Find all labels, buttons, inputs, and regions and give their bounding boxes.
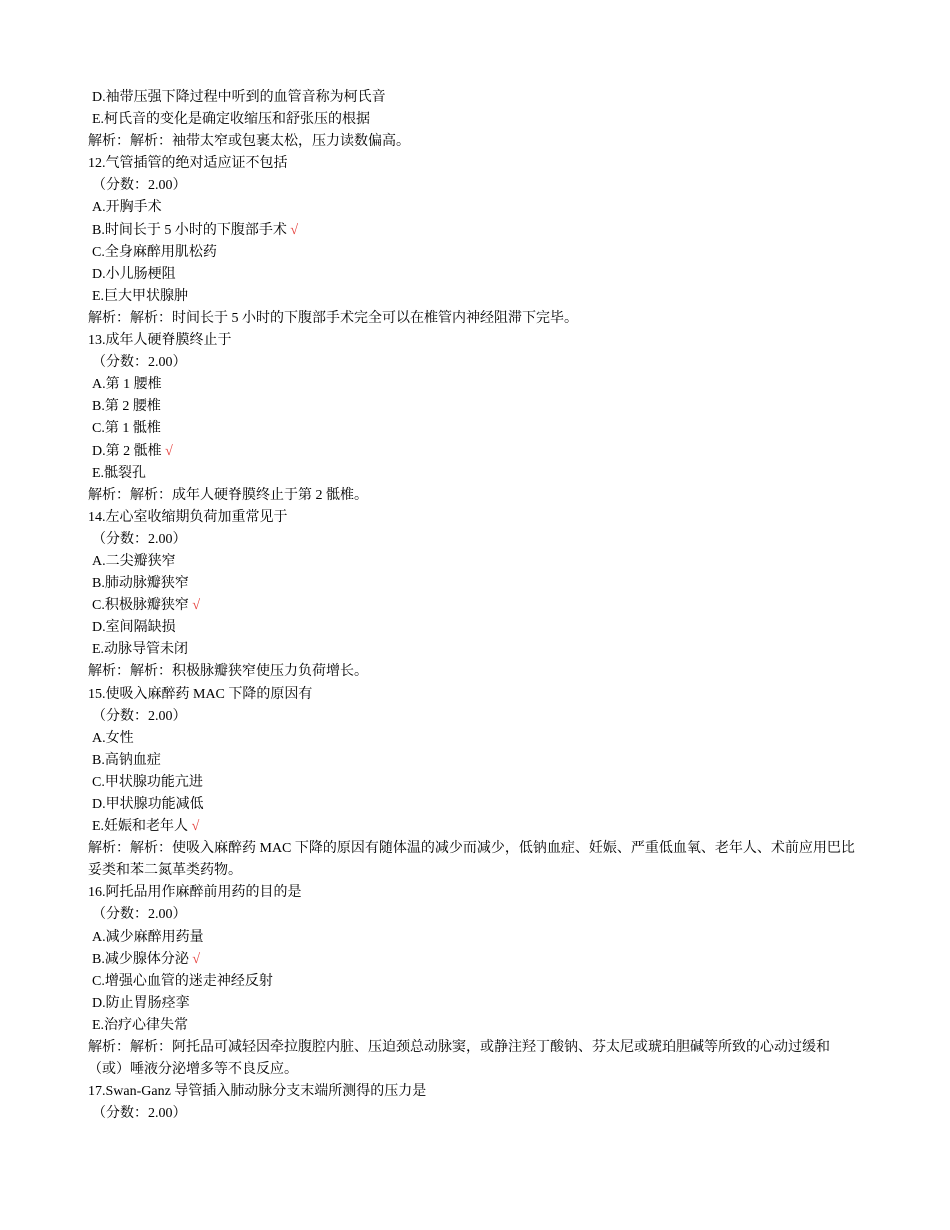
line-text: A.二尖瓣狭窄 bbox=[92, 553, 176, 569]
score-label bbox=[88, 1103, 868, 1125]
line-text: 解析：解析：袖带太窄或包裹太松，压力读数偏高。 bbox=[88, 134, 410, 150]
answer-option bbox=[88, 971, 868, 993]
score-label bbox=[88, 706, 868, 728]
line-text: 妥类和苯二氮革类药物。 bbox=[88, 863, 242, 879]
answer-analysis bbox=[88, 860, 868, 882]
line-text: C.第 1 骶椎 bbox=[92, 421, 161, 437]
answer-option bbox=[88, 750, 868, 772]
line-text: （分数：2.00） bbox=[92, 907, 187, 923]
line-text: （分数：2.00） bbox=[92, 355, 187, 371]
answer-option bbox=[88, 197, 868, 219]
line-text: B.减少腺体分泌 bbox=[92, 951, 189, 967]
line-text: （分数：2.00） bbox=[92, 1106, 187, 1122]
answer-option bbox=[88, 463, 868, 485]
document-body bbox=[88, 87, 868, 1125]
answer-analysis bbox=[88, 1037, 868, 1059]
line-text: （或）唾液分泌增多等不良反应。 bbox=[88, 1062, 298, 1078]
answer-option bbox=[88, 993, 868, 1015]
answer-analysis bbox=[88, 131, 868, 153]
line-text: C.增强心血管的迷走神经反射 bbox=[92, 973, 273, 989]
answer-analysis bbox=[88, 308, 868, 330]
line-text: E.巨大甲状腺肿 bbox=[92, 288, 189, 304]
answer-analysis bbox=[88, 1059, 868, 1081]
line-text: A.减少麻醉用药量 bbox=[92, 929, 204, 945]
line-text: E.柯氏音的变化是确定收缩压和舒张压的根据 bbox=[92, 112, 371, 128]
line-text: 15.使吸入麻醉药 MAC 下降的原因有 bbox=[88, 686, 313, 702]
answer-option bbox=[88, 551, 868, 573]
score-label bbox=[88, 352, 868, 374]
answer-option bbox=[88, 396, 868, 418]
question-stem bbox=[88, 1081, 868, 1103]
correct-check-icon: √ bbox=[290, 222, 299, 238]
line-text: D.袖带压强下降过程中听到的血管音称为柯氏音 bbox=[92, 90, 386, 105]
answer-option bbox=[88, 374, 868, 396]
line-text: B.第 2 腰椎 bbox=[92, 399, 161, 415]
line-text: 解析：解析：时间长于 5 小时的下腹部手术完全可以在椎管内神经阻滞下完毕。 bbox=[88, 310, 578, 326]
line-text: B.时间长于 5 小时的下腹部手术 bbox=[92, 222, 287, 238]
answer-option bbox=[88, 949, 868, 971]
line-text: A.女性 bbox=[92, 730, 134, 746]
line-text: D.室间隔缺损 bbox=[92, 620, 176, 636]
line-text: C.积极脉瓣狭窄 bbox=[92, 598, 189, 614]
line-text: 解析：解析：成年人硬脊膜终止于第 2 骶椎。 bbox=[88, 487, 368, 503]
line-text: B.高钠血症 bbox=[92, 752, 161, 768]
line-text: 解析：解析：积极脉瓣狭窄使压力负荷增长。 bbox=[88, 664, 368, 680]
line-text: 14.左心室收缩期负荷加重常见于 bbox=[88, 509, 288, 525]
score-label bbox=[88, 904, 868, 926]
answer-option bbox=[88, 418, 868, 440]
line-text: （分数：2.00） bbox=[92, 178, 187, 194]
line-text: E.治疗心律失常 bbox=[92, 1017, 189, 1033]
answer-option bbox=[88, 772, 868, 794]
line-text: 解析：解析：阿托品可减轻因牵拉腹腔内脏、压迫颈总动脉窦，或静注羟丁酸钠、芬太尼或琥珀胆碱等所致的心动过缓和 bbox=[88, 1040, 830, 1056]
question-stem bbox=[88, 684, 868, 706]
question-stem bbox=[88, 882, 868, 904]
question-stem bbox=[88, 507, 868, 529]
line-text: D.防止胃肠痉挛 bbox=[92, 995, 190, 1011]
line-text: A.第 1 腰椎 bbox=[92, 377, 162, 393]
line-text: 17.Swan-Ganz 导管插入肺动脉分支末端所测得的压力是 bbox=[88, 1084, 427, 1100]
correct-check-icon: √ bbox=[165, 443, 173, 459]
answer-option bbox=[88, 573, 868, 595]
answer-option bbox=[88, 109, 868, 131]
question-stem bbox=[88, 153, 868, 175]
correct-check-icon: √ bbox=[192, 951, 201, 967]
line-text: C.甲状腺功能亢进 bbox=[92, 774, 203, 790]
line-text: 13.成年人硬脊膜终止于 bbox=[88, 333, 232, 349]
question-stem bbox=[88, 330, 868, 352]
score-label bbox=[88, 529, 868, 551]
answer-option bbox=[88, 639, 868, 661]
answer-option bbox=[88, 728, 868, 750]
score-label bbox=[88, 175, 868, 197]
answer-analysis bbox=[88, 661, 868, 683]
line-text: D.第 2 骶椎 bbox=[92, 443, 162, 459]
answer-option bbox=[88, 286, 868, 308]
line-text: （分数：2.00） bbox=[92, 531, 187, 547]
answer-option bbox=[88, 441, 868, 463]
answer-option bbox=[88, 1015, 868, 1037]
line-text: C.全身麻醉用肌松药 bbox=[92, 244, 217, 260]
answer-option bbox=[88, 595, 868, 617]
line-text: B.肺动脉瓣狭窄 bbox=[92, 576, 189, 592]
answer-option bbox=[88, 794, 868, 816]
answer-option bbox=[88, 87, 868, 109]
line-text: 解析：解析：使吸入麻醉药 MAC 下降的原因有随体温的减少而减少，低钠血症、妊娠、严重低血氧、老年人、术前应用巴比 bbox=[88, 841, 855, 857]
line-text: E.动脉导管未闭 bbox=[92, 642, 189, 658]
answer-analysis bbox=[88, 485, 868, 507]
line-text: A.开胸手术 bbox=[92, 200, 162, 216]
answer-option bbox=[88, 220, 868, 242]
line-text: D.小儿肠梗阻 bbox=[92, 266, 176, 282]
line-text: 12.气管插管的绝对适应证不包括 bbox=[88, 156, 288, 172]
line-text: D.甲状腺功能减低 bbox=[92, 797, 204, 812]
correct-check-icon: √ bbox=[192, 598, 201, 614]
line-text: 16.阿托品用作麻醉前用药的目的是 bbox=[88, 885, 302, 901]
answer-option bbox=[88, 927, 868, 949]
answer-option bbox=[88, 264, 868, 286]
line-text: E.骶裂孔 bbox=[92, 465, 147, 481]
answer-option bbox=[88, 617, 868, 639]
line-text: （分数：2.00） bbox=[92, 708, 187, 724]
answer-analysis bbox=[88, 838, 868, 860]
answer-option bbox=[88, 816, 868, 838]
line-text: E.妊娠和老年人 bbox=[92, 819, 189, 835]
correct-check-icon: √ bbox=[191, 819, 200, 835]
answer-option bbox=[88, 242, 868, 264]
